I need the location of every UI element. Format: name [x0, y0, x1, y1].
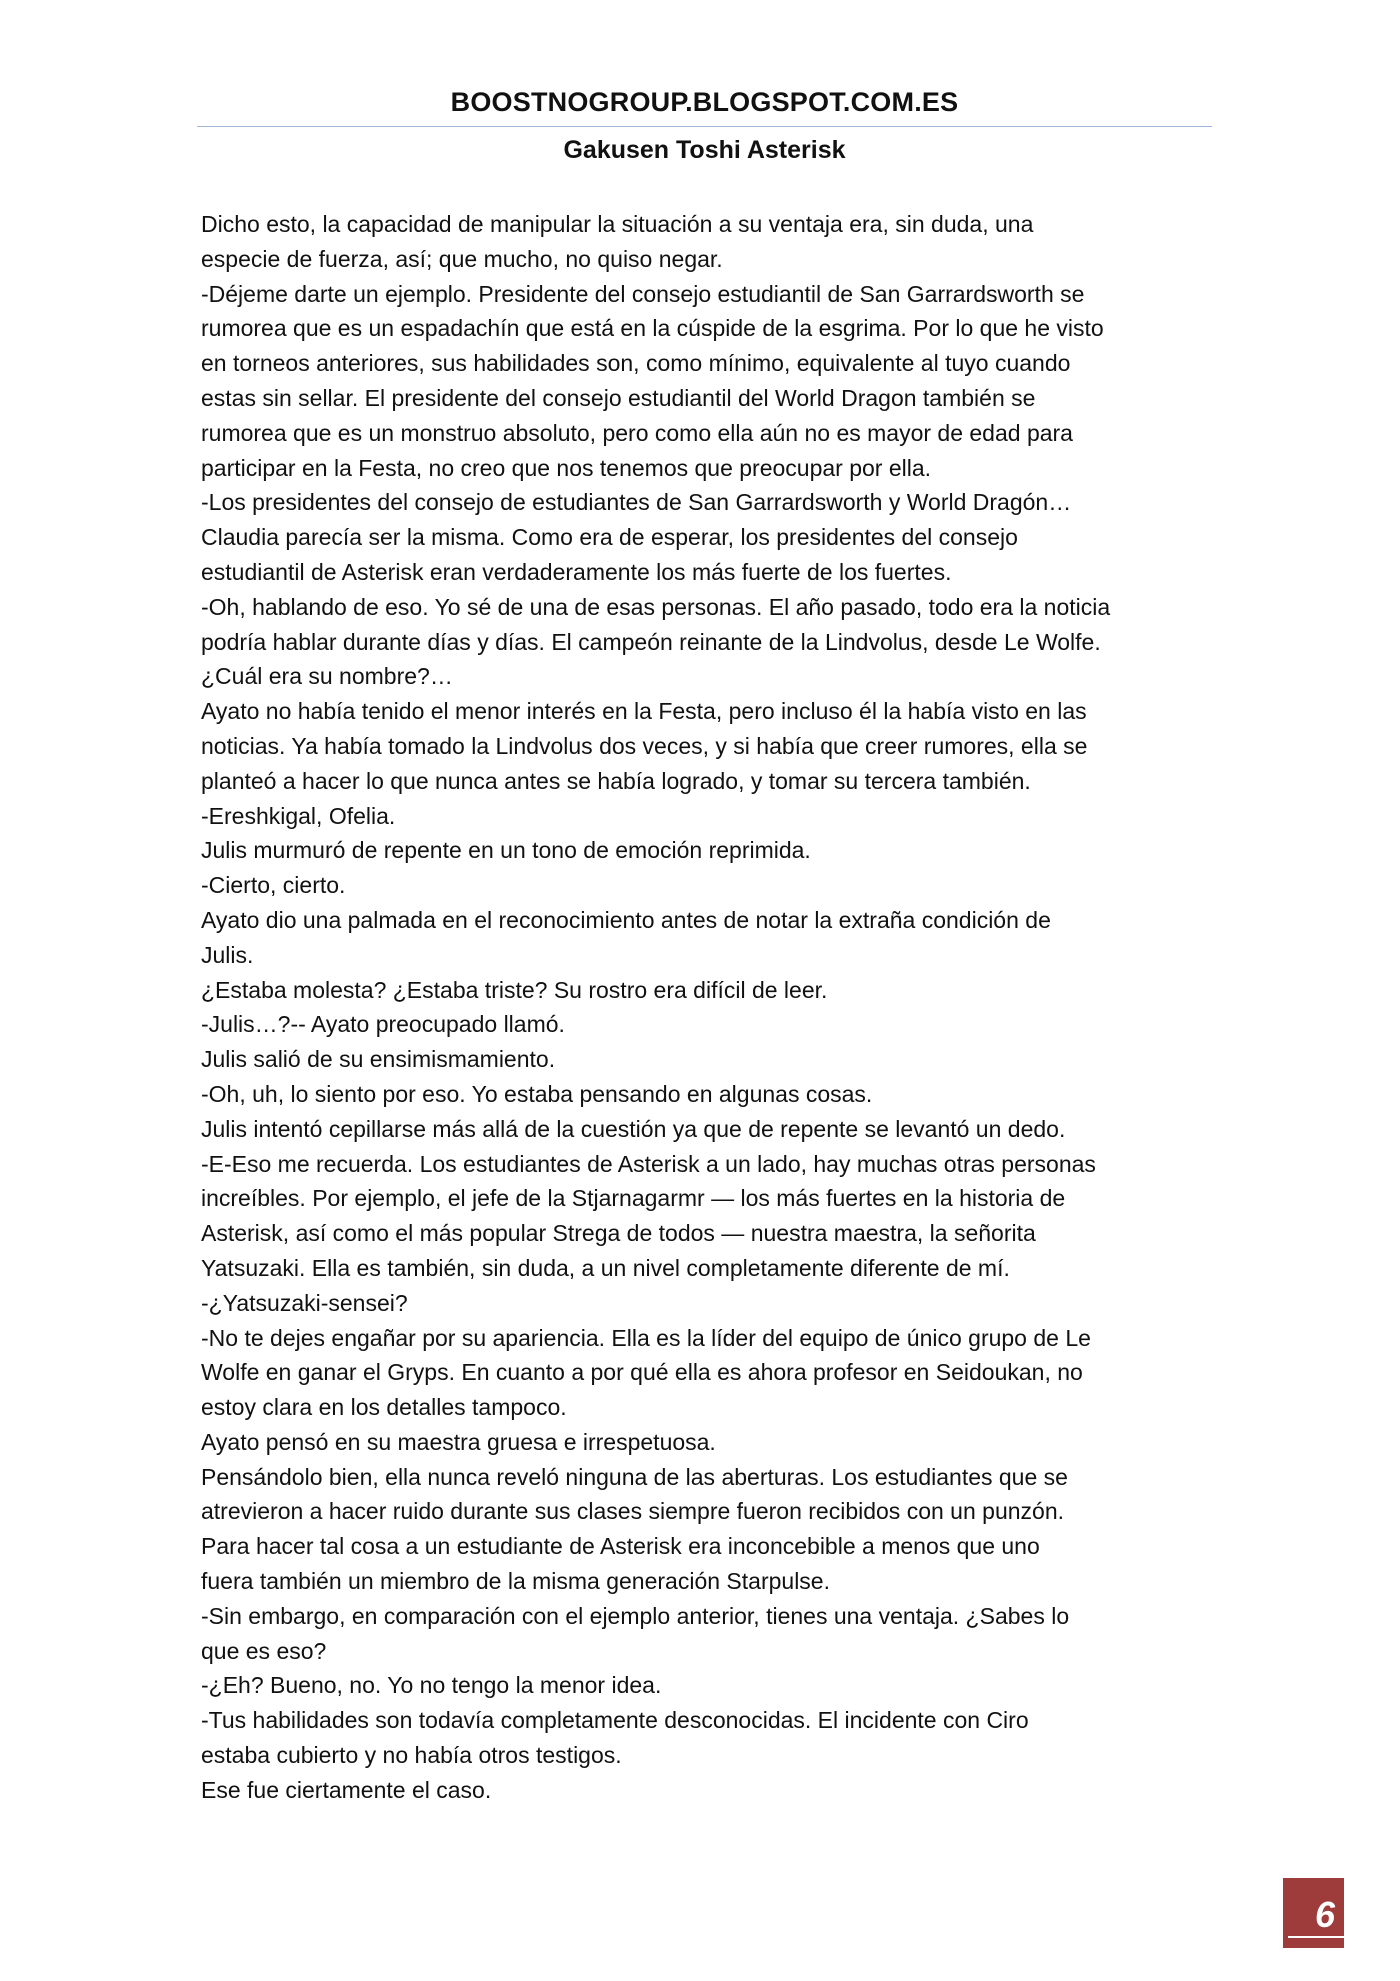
- text-line: Wolfe en ganar el Gryps. En cuanto a por qué ella es ahora profesor en Seidoukan, no: [201, 1359, 1083, 1386]
- text-line: planteó a hacer lo que nunca antes se había logrado, y tomar su tercera también.: [201, 767, 1031, 794]
- text-line: Para hacer tal cosa a un estudiante de Asterisk era inconcebible a menos que uno: [201, 1533, 1040, 1560]
- text-line: estaba cubierto y no había otros testigos.: [201, 1742, 622, 1769]
- text-line: atrevieron a hacer ruido durante sus clases siempre fueron recibidos con un punzón.: [201, 1498, 1064, 1525]
- text-line: estoy clara en los detalles tampoco.: [201, 1394, 567, 1421]
- text-line: noticias. Ya había tomado la Lindvolus dos veces, y si había que creer rumores, ella se: [201, 732, 1088, 759]
- text-line: Claudia parecía ser la misma. Como era de esperar, los presidentes del consejo: [201, 524, 1018, 551]
- text-line: Yatsuzaki. Ella es también, sin duda, a un nivel completamente diferente de mí.: [201, 1254, 1010, 1281]
- page-number-badge: [1283, 1878, 1344, 1948]
- text-line: -¿Yatsuzaki-sensei?: [201, 1289, 408, 1316]
- text-line: -Los presidentes del consejo de estudiantes de San Garrardsworth y World Dragón…: [201, 489, 1072, 516]
- text-line: Ayato dio una palmada en el reconocimiento antes de notar la extraña condición de: [201, 906, 1051, 933]
- text-line: estas sin sellar. El presidente del consejo estudiantil del World Dragon también se: [201, 384, 1036, 411]
- text-line: Asterisk, así como el más popular Strega de todos — nuestra maestra, la señorita: [201, 1220, 1036, 1247]
- text-line: Pensándolo bien, ella nunca reveló ninguna de las aberturas. Los estudiantes que se: [201, 1463, 1068, 1490]
- text-line: Julis intentó cepillarse más allá de la cuestión ya que de repente se levantó un dedo.: [201, 1115, 1066, 1142]
- text-line: podría hablar durante días y días. El campeón reinante de la Lindvolus, desde Le Wolfe.: [201, 628, 1101, 655]
- text-line: que es eso?: [201, 1637, 327, 1664]
- text-line: Julis.: [201, 941, 254, 968]
- text-line: -E-Eso me recuerda. Los estudiantes de Asterisk a un lado, hay muchas otras personas: [201, 1150, 1096, 1177]
- book-title: Gakusen Toshi Asterisk: [563, 136, 846, 164]
- text-line: participar en la Festa, no creo que nos tenemos que preocupar por ella.: [201, 454, 932, 481]
- text-line: -Oh, uh, lo siento por eso. Yo estaba pensando en algunas cosas.: [201, 1080, 873, 1107]
- text-line: especie de fuerza, así; que mucho, no quiso negar.: [201, 245, 723, 272]
- text-line: ¿Estaba molesta? ¿Estaba triste? Su rostro era difícil de leer.: [201, 976, 828, 1003]
- text-line: -Oh, hablando de eso. Yo sé de una de esas personas. El año pasado, todo era la noticia: [201, 593, 1111, 620]
- header-divider: [197, 126, 1212, 127]
- text-line: -Ereshkigal, Ofelia.: [201, 802, 396, 829]
- site-header: BOOSTNOGROUP.BLOGSPOT.COM.ES: [450, 87, 959, 117]
- text-line: Ayato pensó en su maestra gruesa e irrespetuosa.: [201, 1428, 716, 1455]
- text-line: -¿Eh? Bueno, no. Yo no tengo la menor idea.: [201, 1672, 662, 1699]
- text-line: -Sin embargo, en comparación con el ejemplo anterior, tienes una ventaja. ¿Sabes lo: [201, 1602, 1070, 1629]
- text-line: -No te dejes engañar por su apariencia. Ella es la líder del equipo de único grupo de Le: [201, 1324, 1091, 1351]
- text-line: Julis salió de su ensimismamiento.: [201, 1046, 556, 1073]
- text-line: ¿Cuál era su nombre?…: [201, 663, 453, 690]
- page-number-underline: [1288, 1936, 1344, 1938]
- text-line: en torneos anteriores, sus habilidades son, como mínimo, equivalente al tuyo cuando: [201, 350, 1071, 377]
- text-line: fuera también un miembro de la misma generación Starpulse.: [201, 1568, 830, 1595]
- text-line: Julis murmuró de repente en un tono de emoción reprimida.: [201, 837, 811, 864]
- text-line: Ese fue ciertamente el caso.: [201, 1776, 492, 1803]
- text-line: rumorea que es un espadachín que está en la cúspide de la esgrima. Por lo que he visto: [201, 315, 1104, 342]
- text-line: -Tus habilidades son todavía completamente desconocidas. El incidente con Ciro: [201, 1707, 1029, 1734]
- text-line: increíbles. Por ejemplo, el jefe de la Stjarnagarmr — los más fuertes en la historia de: [201, 1185, 1066, 1212]
- text-line: rumorea que es un monstruo absoluto, pero como ella aún no es mayor de edad para: [201, 419, 1073, 446]
- text-line: Dicho esto, la capacidad de manipular la situación a su ventaja era, sin duda, una: [201, 211, 1034, 237]
- text-line: -Julis…?-- Ayato preocupado llamó.: [201, 1011, 565, 1038]
- page-number: 6: [1314, 1894, 1335, 1935]
- text-line: estudiantil de Asterisk eran verdaderamente los más fuerte de los fuertes.: [201, 558, 952, 585]
- text-line: -Déjeme darte un ejemplo. Presidente del consejo estudiantil de San Garrardsworth se: [201, 280, 1085, 307]
- text-line: Ayato no había tenido el menor interés en la Festa, pero incluso él la había visto en las: [201, 698, 1087, 725]
- body-text: [201, 207, 1212, 1808]
- text-line: -Cierto, cierto.: [201, 872, 346, 899]
